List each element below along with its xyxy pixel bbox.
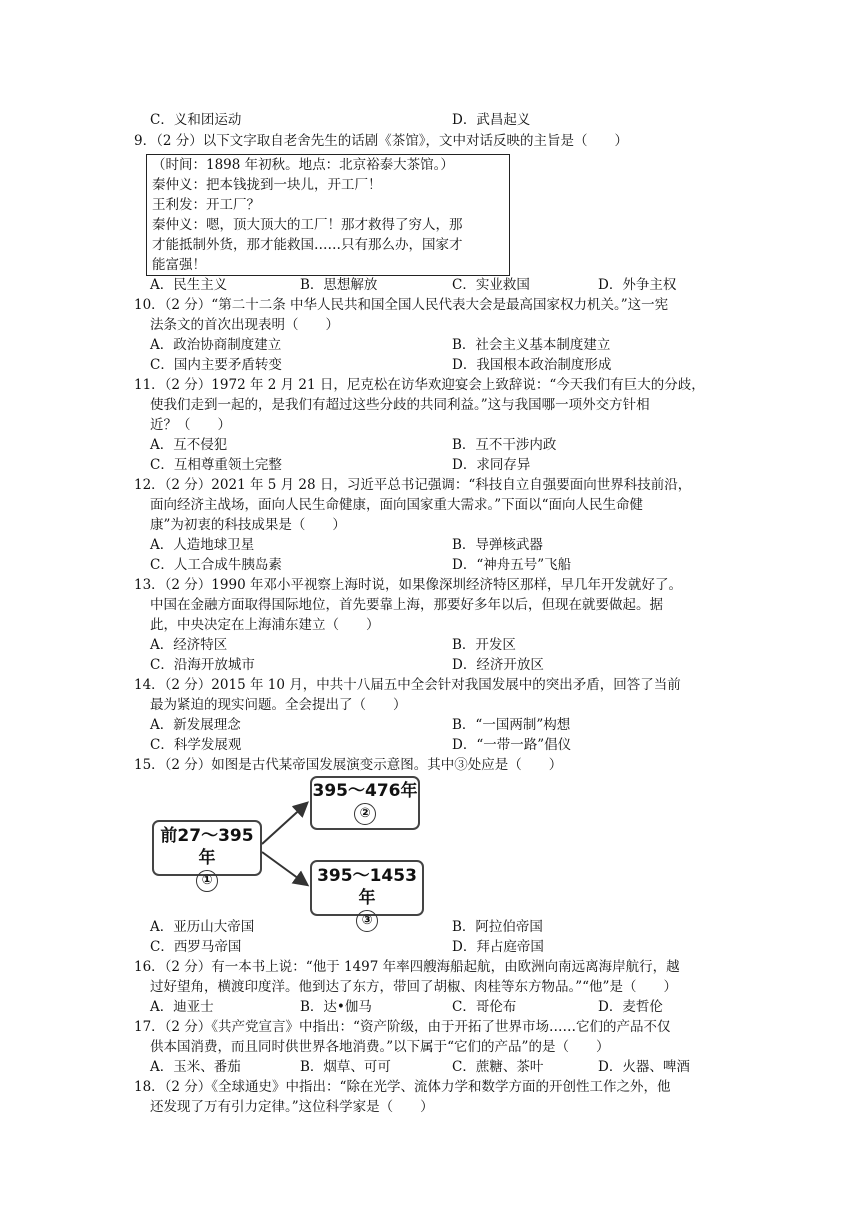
q13-option-b: B．开发区 — [452, 637, 516, 653]
q12-stem-line: 12．（2 分）2021 年 5 月 28 日，习近平总书记强调：“科技自立自强要面向世界科技前沿， — [134, 477, 692, 493]
node-1-circle-number: ① — [196, 870, 218, 892]
q9-box-line: 才能抵制外货，那才能救国……只有那么办，国家才 — [152, 237, 463, 253]
q9-box-line: 秦仲义：嗯，顶大顶大的工厂！那才救得了穷人，那 — [152, 217, 463, 233]
q15-option-b: B．阿拉伯帝国 — [452, 919, 543, 935]
node-3-circle-number: ③ — [356, 910, 378, 932]
q17-option-a: A．玉米、番茄 — [150, 1059, 241, 1075]
q9-box-line: 能富强！ — [152, 257, 206, 273]
q11-option-a: A．互不侵犯 — [150, 437, 228, 453]
q14-option-b: B．“一国两制”构想 — [452, 717, 571, 733]
q10-option-d: D．我国根本政治制度形成 — [452, 357, 612, 373]
q11-stem-line: 使我们走到一起的，是我们有超过这些分歧的共同利益。”这与我国哪一项外交方针相 — [150, 397, 650, 413]
q8-option-c: C．义和团运动 — [150, 112, 242, 128]
q10-stem-line: 法条文的首次出现表明（ ） — [150, 317, 339, 333]
q11-option-b: B．互不干涉内政 — [452, 437, 557, 453]
q8-option-d: D．武昌起义 — [452, 112, 531, 128]
q12-option-d: D．“神舟五号”飞船 — [452, 557, 572, 573]
node-3-years: 395～1453年 — [317, 866, 417, 908]
q12-option-a: A．人造地球卫星 — [150, 537, 255, 553]
q12-stem-line: 康”为初衷的科技成果是（ ） — [150, 517, 346, 533]
q17-option-b: B．烟草、可可 — [300, 1059, 391, 1075]
q13-stem-line: 13．（2 分）1990 年邓小平视察上海时说，如果像深圳经济特区那样，早几年开发就好了。 — [134, 577, 682, 593]
q18-stem-line: 还发现了万有引力定律。”这位科学家是（ ） — [150, 1099, 434, 1115]
q9-box-line: 秦仲义：把本钱拢到一块儿，开工厂！ — [152, 177, 382, 193]
q17-stem-line: 供本国消费，而且同时供世界各地消费。”以下属于“它们的产品”的是（ ） — [150, 1039, 610, 1055]
q14-option-c: C．科学发展观 — [150, 737, 242, 753]
diagram-node-3 — [310, 860, 424, 928]
q13-option-d: D．经济开放区 — [452, 657, 544, 673]
q9-option-d: D．外争主权 — [598, 277, 677, 293]
q11-option-c: C．互相尊重领土完整 — [150, 457, 282, 473]
q13-stem-line: 此，中央决定在上海浦东建立（ ） — [150, 617, 380, 633]
q12-option-b: B．导弹核武器 — [452, 537, 543, 553]
q9-quote-box — [146, 154, 510, 276]
q13-option-c: C．沿海开放城市 — [150, 657, 255, 673]
q14-stem-line: 最为紧迫的现实问题。全会提出了（ ） — [150, 697, 407, 713]
q15-option-c: C．西罗马帝国 — [150, 939, 242, 955]
q10-option-c: C．国内主要矛盾转变 — [150, 357, 282, 373]
q16-option-c: C．哥伦布 — [452, 999, 517, 1015]
q9-box-line: （时间：1898 年初秋。地点：北京裕泰大茶馆。） — [152, 157, 454, 173]
q15-option-a: A．亚历山大帝国 — [150, 919, 255, 935]
q14-option-a: A．新发展理念 — [150, 717, 241, 733]
q16-option-a: A．迪亚士 — [150, 999, 214, 1015]
node-1-years: 前27～395年 — [160, 826, 254, 868]
diagram-node-1 — [152, 820, 262, 888]
q16-option-d: D．麦哲伦 — [598, 999, 663, 1015]
q9-box-line: 王利发：开工厂？ — [152, 197, 260, 213]
q16-option-b: B．达•伽马 — [300, 999, 372, 1015]
q12-option-c: C．人工合成牛胰岛素 — [150, 557, 282, 573]
diagram-node-2 — [310, 776, 420, 830]
q11-stem-line: 11．（2 分）1972 年 2 月 21 日，尼克松在访华欢迎宴会上致辞说：“今天我们有巨大的分歧， — [134, 377, 705, 393]
q11-stem-line: 近？（ ） — [150, 417, 231, 433]
q11-option-d: D．求同存异 — [452, 457, 531, 473]
q13-option-a: A．经济特区 — [150, 637, 228, 653]
q10-stem-line: 10．（2 分）“第二十二条 中华人民共和国全国人民代表大会是最高国家权力机关。”这一宪 — [134, 297, 669, 313]
q9-option-c: C．实业救国 — [452, 277, 530, 293]
q17-stem-line: 17．（2 分）《共产党宣言》中指出：“资产阶级，由于开拓了世界市场……它们的产品不仅 — [134, 1019, 671, 1035]
q16-stem-line: 过好望角，横渡印度洋。他到达了东方，带回了胡椒、肉桂等东方物品。”“他”是（ ） — [150, 979, 677, 995]
q16-stem-line: 16．（2 分）有一本书上说：“他于 1497 年率四艘海船起航，由欧洲向南远离海岸航行，越 — [134, 959, 680, 975]
q15-stem: 15．（2 分）如图是古代某帝国发展演变示意图。其中③处应是（ ） — [134, 757, 563, 773]
q9-option-b: B．思想解放 — [300, 277, 378, 293]
q18-stem-line: 18．（2 分）《全球通史》中指出：“除在光学、流体力学和数学方面的开创性工作之外，他 — [134, 1079, 671, 1095]
q13-stem-line: 中国在金融方面取得国际地位，首先要靠上海，那要好多年以后，但现在就要做起。据 — [150, 597, 663, 613]
q14-stem-line: 14．（2 分）2015 年 10 月，中共十八届五中全会针对我国发展中的突出矛盾，回答了当前 — [134, 677, 681, 693]
q9-option-a: A．民生主义 — [150, 277, 228, 293]
q9-stem: 9．（2 分）以下文字取自老舍先生的话剧《茶馆》，文中对话反映的主旨是（ ） — [134, 133, 628, 149]
q17-option-c: C．蔗糖、茶叶 — [452, 1059, 544, 1075]
q12-stem-line: 面向经济主战场，面向人民生命健康，面向国家重大需求。”下面以“面向人民生命健 — [150, 497, 644, 513]
q15-option-d: D．拜占庭帝国 — [452, 939, 544, 955]
node-2-circle-number: ② — [354, 803, 376, 825]
q14-option-d: D．“一带一路”倡仪 — [452, 737, 572, 753]
q17-option-d: D．火器、啤酒 — [598, 1059, 690, 1075]
arrow-to-node-3 — [262, 852, 306, 884]
q10-option-b: B．社会主义基本制度建立 — [452, 337, 611, 353]
arrow-to-node-2 — [262, 804, 306, 844]
q10-option-a: A．政治协商制度建立 — [150, 337, 282, 353]
node-2-years: 395～476年 — [312, 781, 418, 801]
